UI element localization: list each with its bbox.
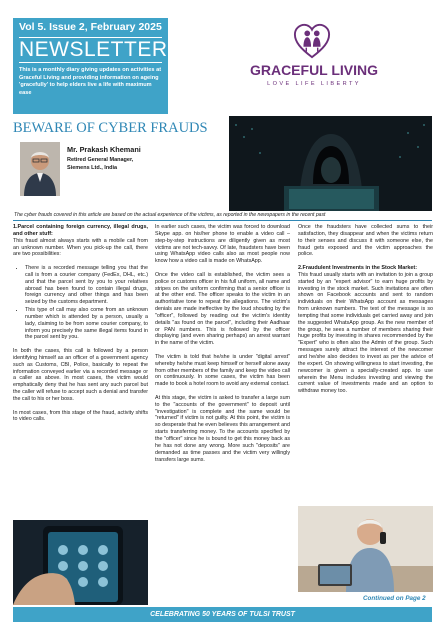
paragraph: Once the video call is established, the victim sees a police or customs officer in his full uniform, all name and stripes on the uniform confirming that a senior officer is at the other end. The officer speaks to the victim in an authoritative tone to repeat the allegations. The victim's denials are made ineffective by the loud shouting by the "officer", followed by reading out the victim's identity details "as found on the parcel", including their Aadhaar or PAN numbers. This is followed by the officer displaying (and even sharing perhaps) an arrest warrant in the name of the victim.	[155, 271, 290, 347]
brand-tagline: LOVE LIFE LIBERTY	[267, 81, 361, 87]
article-column-2	[155, 224, 290, 614]
elder-couple-heart-logo-icon	[293, 22, 331, 60]
masthead-banner	[13, 18, 168, 114]
article-caption: The cyber frauds covered in this article are based on the actual experience of the victims, as reported in the newspapers in the recent past	[14, 212, 326, 218]
paragraph: In both the cases, this call is followed by a person identifying himself as an officer of a government agency such as Customs, CBI, Police, basically to repeat the information conveyed earlier via a recorded message or a caller as above. In most cases, the victim would emphatically deny that he has sent any such parcel but the caller will refuse to accept such a denial and transfer the call to his or her boss.	[13, 348, 148, 402]
brand-name: GRACEFUL LIVING	[249, 62, 379, 78]
list-item: • This type of call may also come from an unknown number which is attended by a person, usually a lady, claiming to be from some courier company, to inform you precisely the same illegal items found in the parcel sent by you.	[25, 307, 148, 341]
paragraph: This fraud usually starts with an invitation to join a group started by an "expert advisor" to earn huge profits by investing in the stock market. Such invitations are often shown on Facebook accounts and sent to random individuals on their WhatsApp account as messages from unknown numbers. The text of the message is so tempting that some individuals get carried away and join the suggested WhatsApp group. As the new member of the group, he sees a number of members sharing their huge profits by investing in shares recommended by the "Expert" who is often also the Admin of the group. Such messages surely attract the interest of the newcomer and he/she also decides to invest as per the advice of the expert. On showing willingness to start investing, the newcomer is given a specially-created app. to use wherein the Menu includes investing and viewing the current value of investments made and an option to withdraw money too.	[298, 271, 433, 395]
volume-info: Vol 5. Issue 2, February 2025	[19, 21, 162, 33]
paragraph: At this stage, the victim is asked to transfer a large sum to the "accounts of the government" to deposit until "investigation" is complete and the same would be "returned" if victim is not guilty. At this point, the victim is so desperate that he even believes this arrangement and starts transferring money. To the accounts specified by the "officer" since he is bound to get this money back as he has not done any wrong. More such "deposits" are demanded as time passes and the victim very willingly transfers large sums.	[155, 394, 290, 463]
paragraph: In most cases, from this stage of the fraud, activity shifts to video calls.	[13, 409, 148, 423]
paragraph: In earlier such cases, the victim was forced to download Skype app. on his/her phone to enable a video call – step-by-step instructions are diligently given as most victims are not tech-savvy. Of late, fraudsters have been using WhatsApp video calls also as most people now know how a video call is made on WhatsApp.	[155, 224, 290, 265]
article-title: BEWARE OF CYBER FRAUDS	[13, 120, 208, 136]
caption-divider	[13, 220, 432, 221]
hooded-hacker-image	[229, 116, 432, 211]
article-column-3	[298, 224, 433, 499]
footer-banner: CELEBRATING 50 YEARS OF TULSI TRUST	[13, 607, 432, 622]
worried-elderly-man-image	[298, 506, 433, 592]
masthead-description: This is a monthly diary giving updates on activities at Graceful Living and providing information on ageing 'gracefully' to help elders live a life with maximum ease	[19, 67, 162, 96]
author-role: Retired General Manager, Siemens Ltd., India	[67, 157, 134, 171]
newsletter-title: NEWSLETTER	[19, 38, 168, 61]
masthead-rule-bottom	[19, 62, 162, 63]
list-item: • There is a recorded message telling you that the call is from a courier company (FedEx, DHL, etc.) and that the parcel sent by you to your relatives abroad has been found to contain illegal drugs, foreign currency and other things and has been seized by the customs department.	[25, 265, 148, 306]
paragraph: The victim is told that he/she is under "digital arrest" whereby he/she must keep himself or herself alone away from other members of the family and keep the video call on continuously. In some cases, the victim has been made to book a hotel room to avoid any external contact.	[155, 353, 290, 388]
author-photo	[20, 142, 60, 196]
section-heading-parcel: 1.Parcel containing foreign currency, illegal drugs, and other stuff:	[13, 224, 148, 237]
author-name: Mr. Prakash Khemani	[67, 145, 141, 154]
phone-keypad-image	[13, 520, 148, 605]
section-heading-stock-market: 2.Fraudulent Investments in the Stock Market:	[298, 265, 418, 272]
paragraph: Once the fraudsters have collected sums to their satisfaction, they disappear and when the victims return to their senses and discuss it with someone else, the fraud gets exposed and the victim approaches the police.	[298, 224, 433, 258]
continued-note: Continued on Page 2	[363, 595, 426, 602]
paragraph: This fraud almost always starts with a mobile call from an unknown number. When you pick-up the call, there are two possibilities:	[13, 237, 148, 258]
possibilities-list	[25, 265, 148, 341]
